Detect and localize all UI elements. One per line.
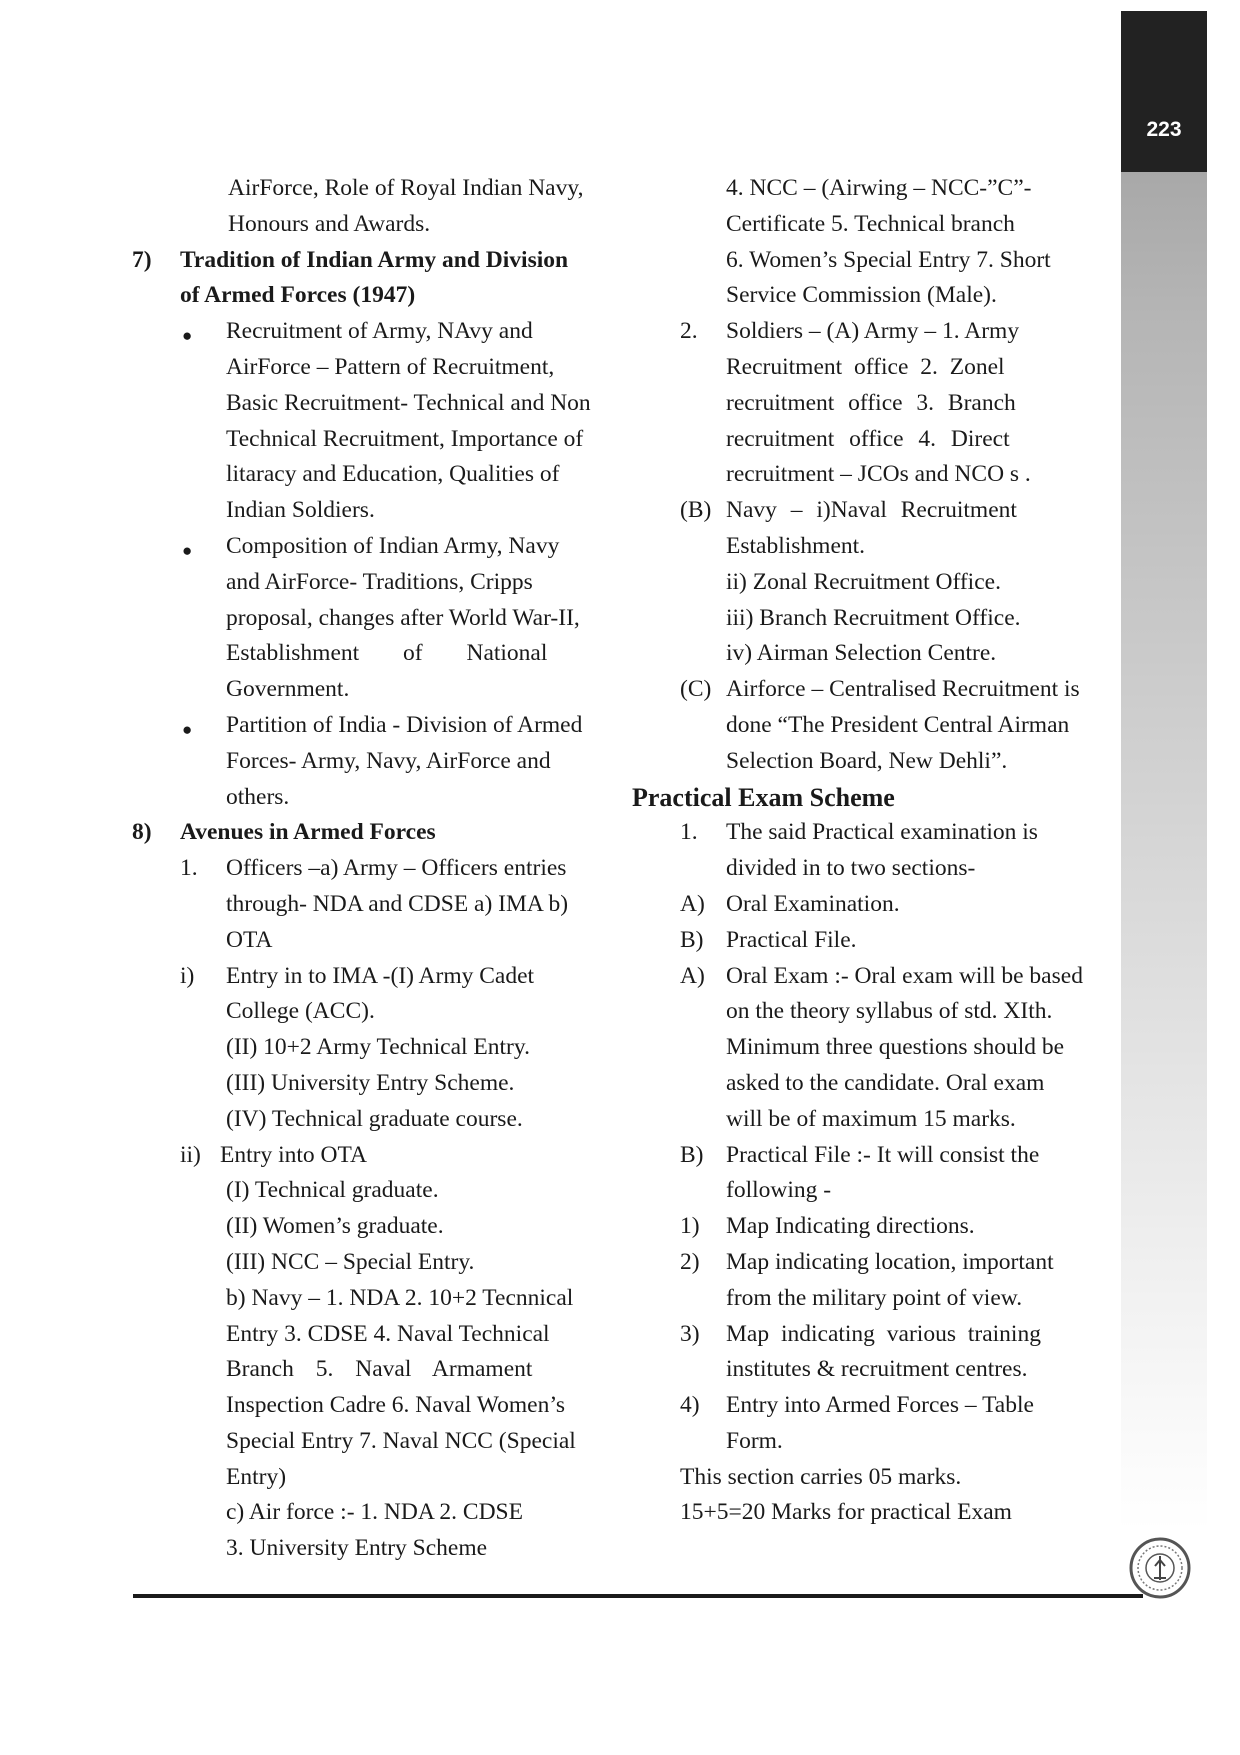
text-line: (IV) Technical graduate course.: [226, 1105, 523, 1132]
text-line: Indian Soldiers.: [226, 497, 375, 524]
text-line: (I) Technical graduate.: [226, 1177, 439, 1204]
text-line: (III) NCC – Special Entry.: [226, 1248, 475, 1275]
right-column: [632, 171, 1120, 1531]
left-column: [132, 171, 613, 1567]
bullet-icon: ●: [182, 719, 193, 739]
text-line: ii) Zonal Recruitment Office.: [726, 568, 1001, 595]
text-line: AirForce – Pattern of Recruitment,: [226, 353, 555, 380]
text-line: following -: [726, 1177, 832, 1204]
text-line: Forces- Army, Navy, AirForce and: [226, 747, 551, 774]
page-number-tab: [1121, 11, 1207, 172]
text-line: Selection Board, New Dehli”.: [726, 747, 1008, 774]
text-line: Entry): [226, 1463, 287, 1490]
bullet-item: [182, 708, 613, 815]
list-label: (B): [680, 497, 712, 524]
text-line: Establishment of National: [226, 640, 548, 667]
text-line: 4. NCC – (Airwing – NCC-”C”-: [726, 175, 1032, 201]
text-line: Entry 3. CDSE 4. Naval Technical: [226, 1320, 550, 1347]
text-line: College (ACC).: [226, 998, 375, 1025]
footer-rule: [133, 1594, 1143, 1598]
text-line: Recruitment office 2. Zonel: [726, 353, 1005, 380]
text-line: from the military point of view.: [726, 1284, 1023, 1311]
text-line: iv) Airman Selection Centre.: [726, 640, 997, 667]
text-line: recruitment office 3. Branch: [726, 389, 1016, 416]
section-heading: Practical Exam Scheme: [632, 782, 895, 812]
text-line: recruitment office 4. Direct: [726, 425, 1010, 452]
bullet-item: [182, 529, 613, 708]
text-line: c) Air force :- 1. NDA 2. CDSE: [226, 1499, 523, 1526]
list-number: 1.: [180, 855, 198, 882]
text-line: Practical File :- It will consist the: [726, 1141, 1040, 1168]
text-line: Minimum three questions should be: [726, 1034, 1065, 1061]
page-number: 223: [1146, 118, 1182, 141]
text-line: and AirForce- Traditions, Cripps: [226, 568, 533, 595]
emblem-seal-icon: [1128, 1536, 1192, 1600]
text-line: OTA: [226, 926, 273, 953]
list-number: 2): [680, 1248, 700, 1275]
text-line: Entry into OTA: [220, 1141, 367, 1168]
text-line: done “The President Central Airman: [726, 711, 1070, 738]
section-number: 7): [132, 246, 152, 273]
text-line: Inspection Cadre 6. Naval Women’s: [226, 1392, 565, 1419]
text-line: Branch 5. Naval Armament: [226, 1356, 533, 1383]
text-line: will be of maximum 15 marks.: [726, 1105, 1016, 1132]
section-heading: Avenues in Armed Forces: [180, 819, 436, 846]
text-line: Recruitment of Army, NAvy and: [226, 318, 533, 345]
text-line: Oral Exam :- Oral exam will be based: [726, 962, 1083, 989]
text-line: others.: [226, 783, 290, 810]
list-label: B): [680, 926, 704, 953]
list-number: 3): [680, 1320, 700, 1347]
text-line: Certificate 5. Technical branch: [726, 210, 1015, 237]
text-line: proposal, changes after World War-II,: [226, 604, 580, 631]
text-line: Map indicating location, important: [726, 1248, 1054, 1275]
text-line: Establishment.: [726, 532, 866, 559]
text-line: (III) University Entry Scheme.: [226, 1069, 515, 1096]
text-line: Special Entry 7. Naval NCC (Special: [226, 1427, 576, 1454]
text-line: Oral Examination.: [726, 890, 900, 917]
page-side-band: [1121, 11, 1207, 1531]
text-line: 15+5=20 Marks for practical Exam: [680, 1499, 1012, 1526]
list-number: i): [180, 962, 195, 989]
text-line: Honours and Awards.: [228, 210, 431, 237]
section-number: 8): [132, 819, 152, 846]
text-line: Soldiers – (A) Army – 1. Army: [726, 318, 1020, 345]
text-line: AirForce, Role of Royal Indian Navy,: [228, 175, 584, 201]
list-label: A): [680, 962, 705, 989]
text-line: (II) 10+2 Army Technical Entry.: [226, 1034, 530, 1061]
text-line: through- NDA and CDSE a) IMA b): [226, 890, 569, 917]
list-number: 2.: [680, 318, 698, 345]
text-line: Officers –a) Army – Officers entries: [226, 855, 567, 882]
text-line: Service Commission (Male).: [726, 282, 997, 309]
text-line: Composition of Indian Army, Navy: [226, 532, 560, 559]
text-line: Government.: [226, 676, 350, 703]
text-line: Technical Recruitment, Importance of: [226, 425, 584, 452]
bullet-icon: ●: [182, 540, 193, 560]
text-line: The said Practical examination is: [726, 819, 1038, 846]
text-line: (II) Women’s graduate.: [226, 1213, 444, 1240]
list-number: 1.: [680, 819, 698, 846]
list-label: (C): [680, 676, 712, 703]
list-number: 1): [680, 1213, 700, 1240]
text-line: recruitment – JCOs and NCO s .: [726, 461, 1031, 488]
text-line: b) Navy – 1. NDA 2. 10+2 Tecnnical: [226, 1284, 574, 1311]
bullet-icon: ●: [182, 326, 193, 346]
list-label: B): [680, 1141, 704, 1168]
text-line: Basic Recruitment- Technical and Non: [226, 389, 591, 416]
text-line: asked to the candidate. Oral exam: [726, 1069, 1045, 1096]
list-label: A): [680, 890, 705, 917]
text-line: Partition of India - Division of Armed: [226, 711, 583, 738]
text-line: divided in to two sections-: [726, 855, 976, 882]
bullet-item: [182, 314, 613, 529]
text-line: Map Indicating directions.: [726, 1213, 975, 1240]
text-line: institutes & recruitment centres.: [726, 1356, 1028, 1383]
text-line: Airforce – Centralised Recruitment is: [726, 676, 1080, 703]
text-line: 3. University Entry Scheme: [226, 1535, 488, 1562]
text-line: Map indicating various training: [726, 1320, 1041, 1347]
text-line: Entry in to IMA -(I) Army Cadet: [226, 962, 535, 989]
section-heading: Tradition of Indian Army and Division: [180, 246, 569, 273]
section-heading: of Armed Forces (1947): [180, 282, 416, 309]
text-line: Practical File.: [726, 926, 857, 953]
list-number: ii): [180, 1141, 201, 1168]
text-line: Entry into Armed Forces – Table: [726, 1392, 1034, 1419]
text-line: This section carries 05 marks.: [680, 1463, 962, 1490]
text-line: Form.: [726, 1427, 783, 1454]
text-line: iii) Branch Recruitment Office.: [726, 604, 1021, 631]
text-line: on the theory syllabus of std. XIth.: [726, 998, 1053, 1025]
list-number: 4): [680, 1392, 700, 1419]
text-line: 6. Women’s Special Entry 7. Short: [726, 246, 1051, 273]
text-line: litaracy and Education, Qualities of: [226, 461, 560, 488]
text-line: Navy – i)Naval Recruitment: [726, 497, 1017, 524]
